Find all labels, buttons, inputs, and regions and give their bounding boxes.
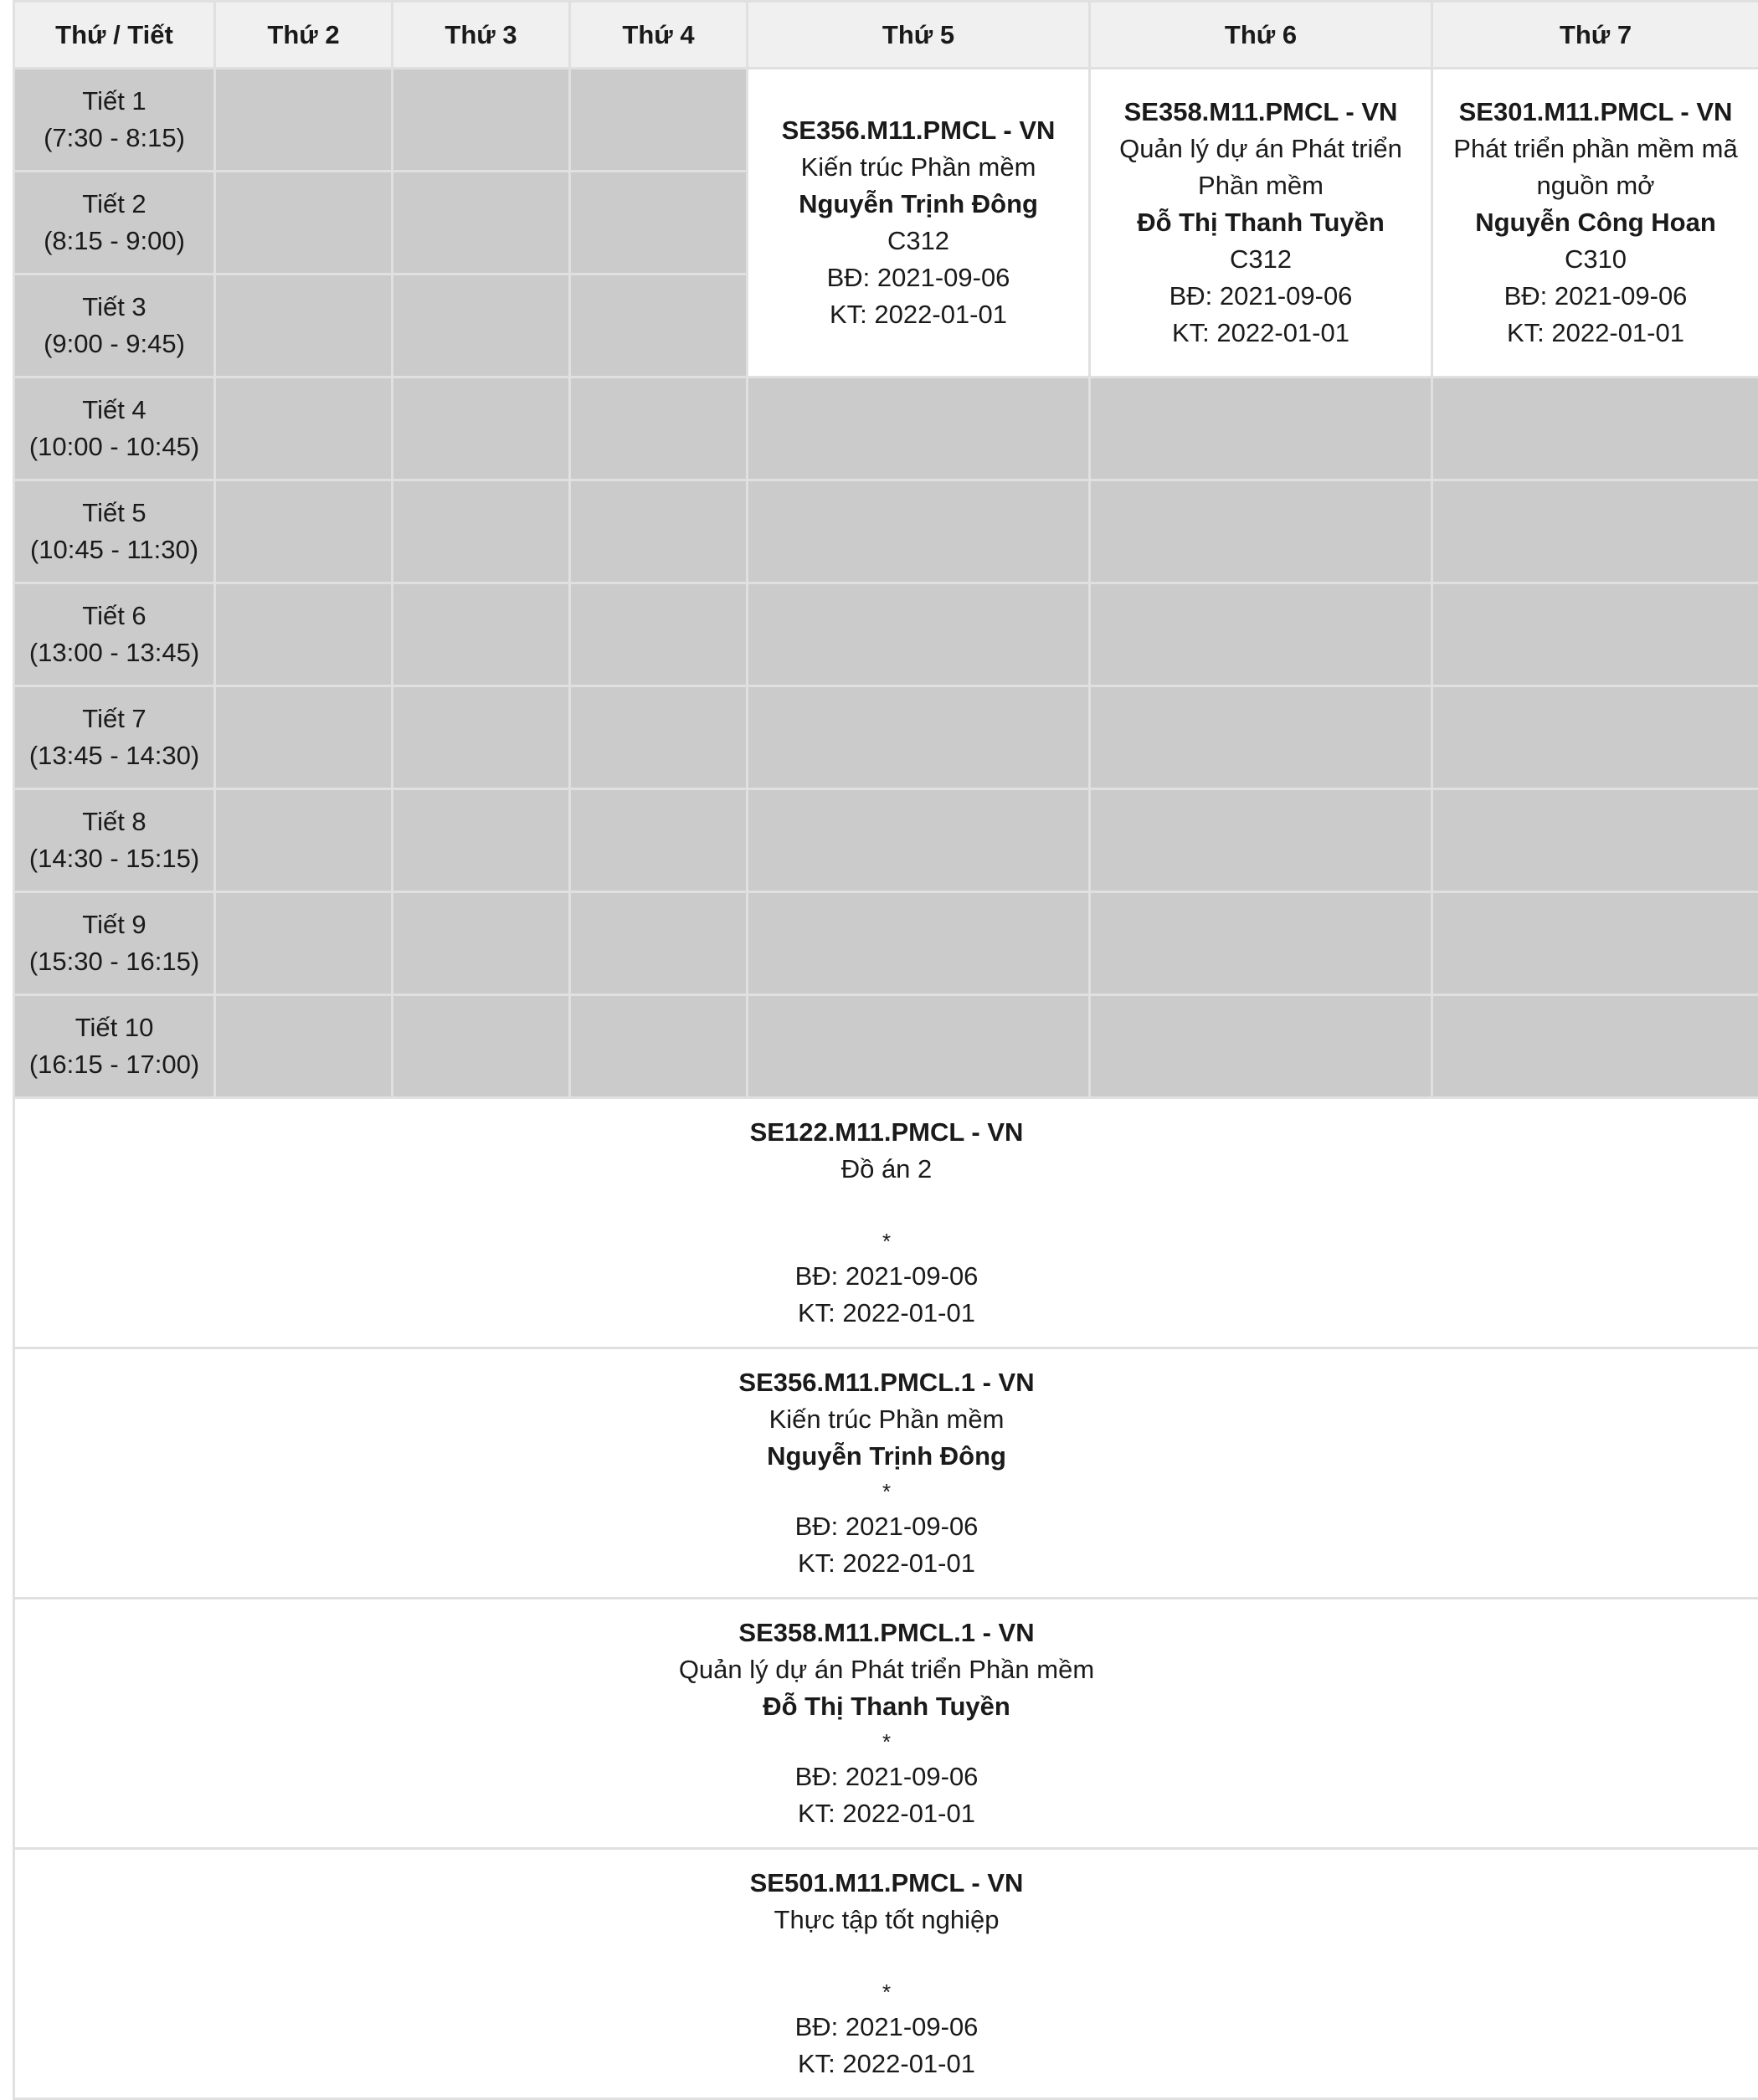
period-time: (10:45 - 11:30): [15, 531, 213, 568]
unscheduled-course-row: [14, 1599, 1758, 1849]
empty-slot: [1432, 995, 1758, 1098]
course-code: SE356.M11.PMCL - VN: [748, 112, 1088, 149]
empty-slot: [1090, 480, 1432, 583]
header-cell-fri: Thứ 6: [1090, 2, 1432, 69]
period-label: Tiết 4: [15, 392, 213, 429]
period-label: Tiết 9: [15, 906, 213, 943]
course-start-date: BĐ: 2021-09-06: [1091, 278, 1431, 315]
empty-slot: [393, 892, 570, 995]
course-start-date: BĐ: 2021-09-06: [748, 259, 1088, 296]
period-cell: [14, 275, 215, 377]
course-end-date: KT: 2022-01-01: [1091, 315, 1431, 352]
empty-slot: [215, 480, 393, 583]
period-label: Tiết 3: [15, 289, 213, 326]
period-row: [14, 995, 1758, 1098]
period-cell: [14, 686, 215, 789]
header-cell-day-period: Thứ / Tiết: [14, 2, 215, 69]
empty-slot: [393, 377, 570, 480]
empty-slot: [570, 69, 748, 172]
period-cell: [14, 995, 215, 1098]
course-room: *: [15, 1225, 1758, 1258]
empty-slot: [1432, 480, 1758, 583]
empty-slot: [215, 789, 393, 892]
course-end-date: KT: 2022-01-01: [15, 2046, 1758, 2082]
period-cell: [14, 892, 215, 995]
course-end-date: KT: 2022-01-01: [15, 1295, 1758, 1332]
period-cell: [14, 789, 215, 892]
period-time: (16:15 - 17:00): [15, 1046, 213, 1083]
empty-slot: [393, 789, 570, 892]
course-cell[interactable]: [1432, 69, 1758, 377]
empty-slot: [1432, 892, 1758, 995]
period-label: Tiết 7: [15, 701, 213, 737]
unscheduled-course-cell[interactable]: [14, 1599, 1758, 1849]
empty-slot: [570, 172, 748, 275]
course-lecturer: [15, 1188, 1758, 1225]
course-code: SE358.M11.PMCL.1 - VN: [15, 1615, 1758, 1651]
unscheduled-course-cell[interactable]: [14, 1348, 1758, 1599]
period-label: Tiết 5: [15, 495, 213, 531]
empty-slot: [393, 69, 570, 172]
unscheduled-course-cell[interactable]: [14, 1849, 1758, 2099]
course-name: Phát triển phần mềm mã nguồn mở: [1433, 131, 1758, 204]
course-name: Quản lý dự án Phát triển Phần mềm: [1091, 131, 1431, 204]
empty-slot: [1090, 892, 1432, 995]
header-cell-tue: Thứ 3: [393, 2, 570, 69]
course-room: *: [15, 1975, 1758, 2009]
period-row: [14, 69, 1758, 172]
course-end-date: KT: 2022-01-01: [15, 1795, 1758, 1832]
period-time: (10:00 - 10:45): [15, 429, 213, 465]
empty-slot: [570, 377, 748, 480]
empty-slot: [570, 583, 748, 686]
period-time: (13:45 - 14:30): [15, 737, 213, 774]
empty-slot: [1090, 995, 1432, 1098]
empty-slot: [393, 686, 570, 789]
period-time: (13:00 - 13:45): [15, 634, 213, 671]
course-room: *: [15, 1725, 1758, 1759]
empty-slot: [1432, 789, 1758, 892]
course-lecturer: [15, 1938, 1758, 1975]
empty-slot: [215, 377, 393, 480]
period-cell: [14, 377, 215, 480]
empty-slot: [748, 377, 1090, 480]
course-start-date: BĐ: 2021-09-06: [15, 1508, 1758, 1545]
empty-slot: [215, 172, 393, 275]
course-name: Đồ án 2: [15, 1151, 1758, 1188]
empty-slot: [1432, 686, 1758, 789]
period-label: Tiết 10: [15, 1009, 213, 1046]
period-row: [14, 686, 1758, 789]
course-name: Kiến trúc Phần mềm: [15, 1401, 1758, 1438]
period-row: [14, 480, 1758, 583]
empty-slot: [748, 686, 1090, 789]
unscheduled-course-row: [14, 1348, 1758, 1599]
period-cell: [14, 172, 215, 275]
empty-slot: [1090, 583, 1432, 686]
course-lecturer: Đỗ Thị Thanh Tuyền: [15, 1688, 1758, 1725]
empty-slot: [1432, 377, 1758, 480]
course-code: SE301.M11.PMCL - VN: [1433, 94, 1758, 131]
empty-slot: [570, 995, 748, 1098]
period-time: (8:15 - 9:00): [15, 223, 213, 259]
empty-slot: [393, 995, 570, 1098]
empty-slot: [1090, 686, 1432, 789]
period-time: (7:30 - 8:15): [15, 120, 213, 157]
empty-slot: [570, 789, 748, 892]
course-cell[interactable]: [1090, 69, 1432, 377]
empty-slot: [570, 892, 748, 995]
course-end-date: KT: 2022-01-01: [15, 1545, 1758, 1582]
period-time: (14:30 - 15:15): [15, 840, 213, 877]
unscheduled-course-row: [14, 1098, 1758, 1348]
course-room: C312: [1091, 241, 1431, 278]
course-room: C312: [748, 223, 1088, 259]
period-cell: [14, 69, 215, 172]
empty-slot: [1090, 377, 1432, 480]
period-row: [14, 789, 1758, 892]
header-cell-thu: Thứ 5: [748, 2, 1090, 69]
empty-slot: [570, 275, 748, 377]
header-cell-mon: Thứ 2: [215, 2, 393, 69]
course-start-date: BĐ: 2021-09-06: [15, 2009, 1758, 2046]
course-code: SE358.M11.PMCL - VN: [1091, 94, 1431, 131]
period-label: Tiết 6: [15, 598, 213, 634]
period-time: (15:30 - 16:15): [15, 943, 213, 980]
course-name: Kiến trúc Phần mềm: [748, 149, 1088, 186]
empty-slot: [215, 686, 393, 789]
course-code: SE501.M11.PMCL - VN: [15, 1865, 1758, 1902]
period-label: Tiết 8: [15, 804, 213, 840]
empty-slot: [393, 480, 570, 583]
empty-slot: [393, 172, 570, 275]
unscheduled-course-cell[interactable]: [14, 1098, 1758, 1348]
course-start-date: BĐ: 2021-09-06: [15, 1258, 1758, 1295]
course-end-date: KT: 2022-01-01: [1433, 315, 1758, 352]
course-start-date: BĐ: 2021-09-06: [1433, 278, 1758, 315]
course-end-date: KT: 2022-01-01: [748, 296, 1088, 333]
course-name: Quản lý dự án Phát triển Phần mềm: [15, 1651, 1758, 1688]
course-lecturer: Đỗ Thị Thanh Tuyền: [1091, 204, 1431, 241]
empty-slot: [570, 480, 748, 583]
course-lecturer: Nguyễn Trịnh Đông: [15, 1438, 1758, 1475]
course-cell[interactable]: [748, 69, 1090, 377]
empty-slot: [570, 686, 748, 789]
timetable: [13, 0, 1758, 2100]
empty-slot: [748, 789, 1090, 892]
empty-slot: [1432, 583, 1758, 686]
header-cell-sat: Thứ 7: [1432, 2, 1758, 69]
empty-slot: [393, 275, 570, 377]
period-cell: [14, 583, 215, 686]
course-start-date: BĐ: 2021-09-06: [15, 1759, 1758, 1795]
period-cell: [14, 480, 215, 583]
empty-slot: [1090, 789, 1432, 892]
course-lecturer: Nguyễn Trịnh Đông: [748, 186, 1088, 223]
period-label: Tiết 2: [15, 186, 213, 223]
period-time: (9:00 - 9:45): [15, 326, 213, 362]
period-row: [14, 583, 1758, 686]
empty-slot: [748, 480, 1090, 583]
course-code: SE122.M11.PMCL - VN: [15, 1114, 1758, 1151]
course-name: Thực tập tốt nghiệp: [15, 1902, 1758, 1938]
empty-slot: [393, 583, 570, 686]
period-row: [14, 377, 1758, 480]
period-label: Tiết 1: [15, 83, 213, 120]
empty-slot: [215, 275, 393, 377]
header-row: [14, 2, 1758, 69]
course-code: SE356.M11.PMCL.1 - VN: [15, 1364, 1758, 1401]
empty-slot: [748, 892, 1090, 995]
empty-slot: [748, 995, 1090, 1098]
course-lecturer: Nguyễn Công Hoan: [1433, 204, 1758, 241]
empty-slot: [215, 892, 393, 995]
unscheduled-course-row: [14, 1849, 1758, 2099]
empty-slot: [215, 583, 393, 686]
empty-slot: [215, 995, 393, 1098]
period-row: [14, 892, 1758, 995]
course-room: C310: [1433, 241, 1758, 278]
course-room: *: [15, 1475, 1758, 1508]
header-cell-wed: Thứ 4: [570, 2, 748, 69]
empty-slot: [215, 69, 393, 172]
empty-slot: [748, 583, 1090, 686]
